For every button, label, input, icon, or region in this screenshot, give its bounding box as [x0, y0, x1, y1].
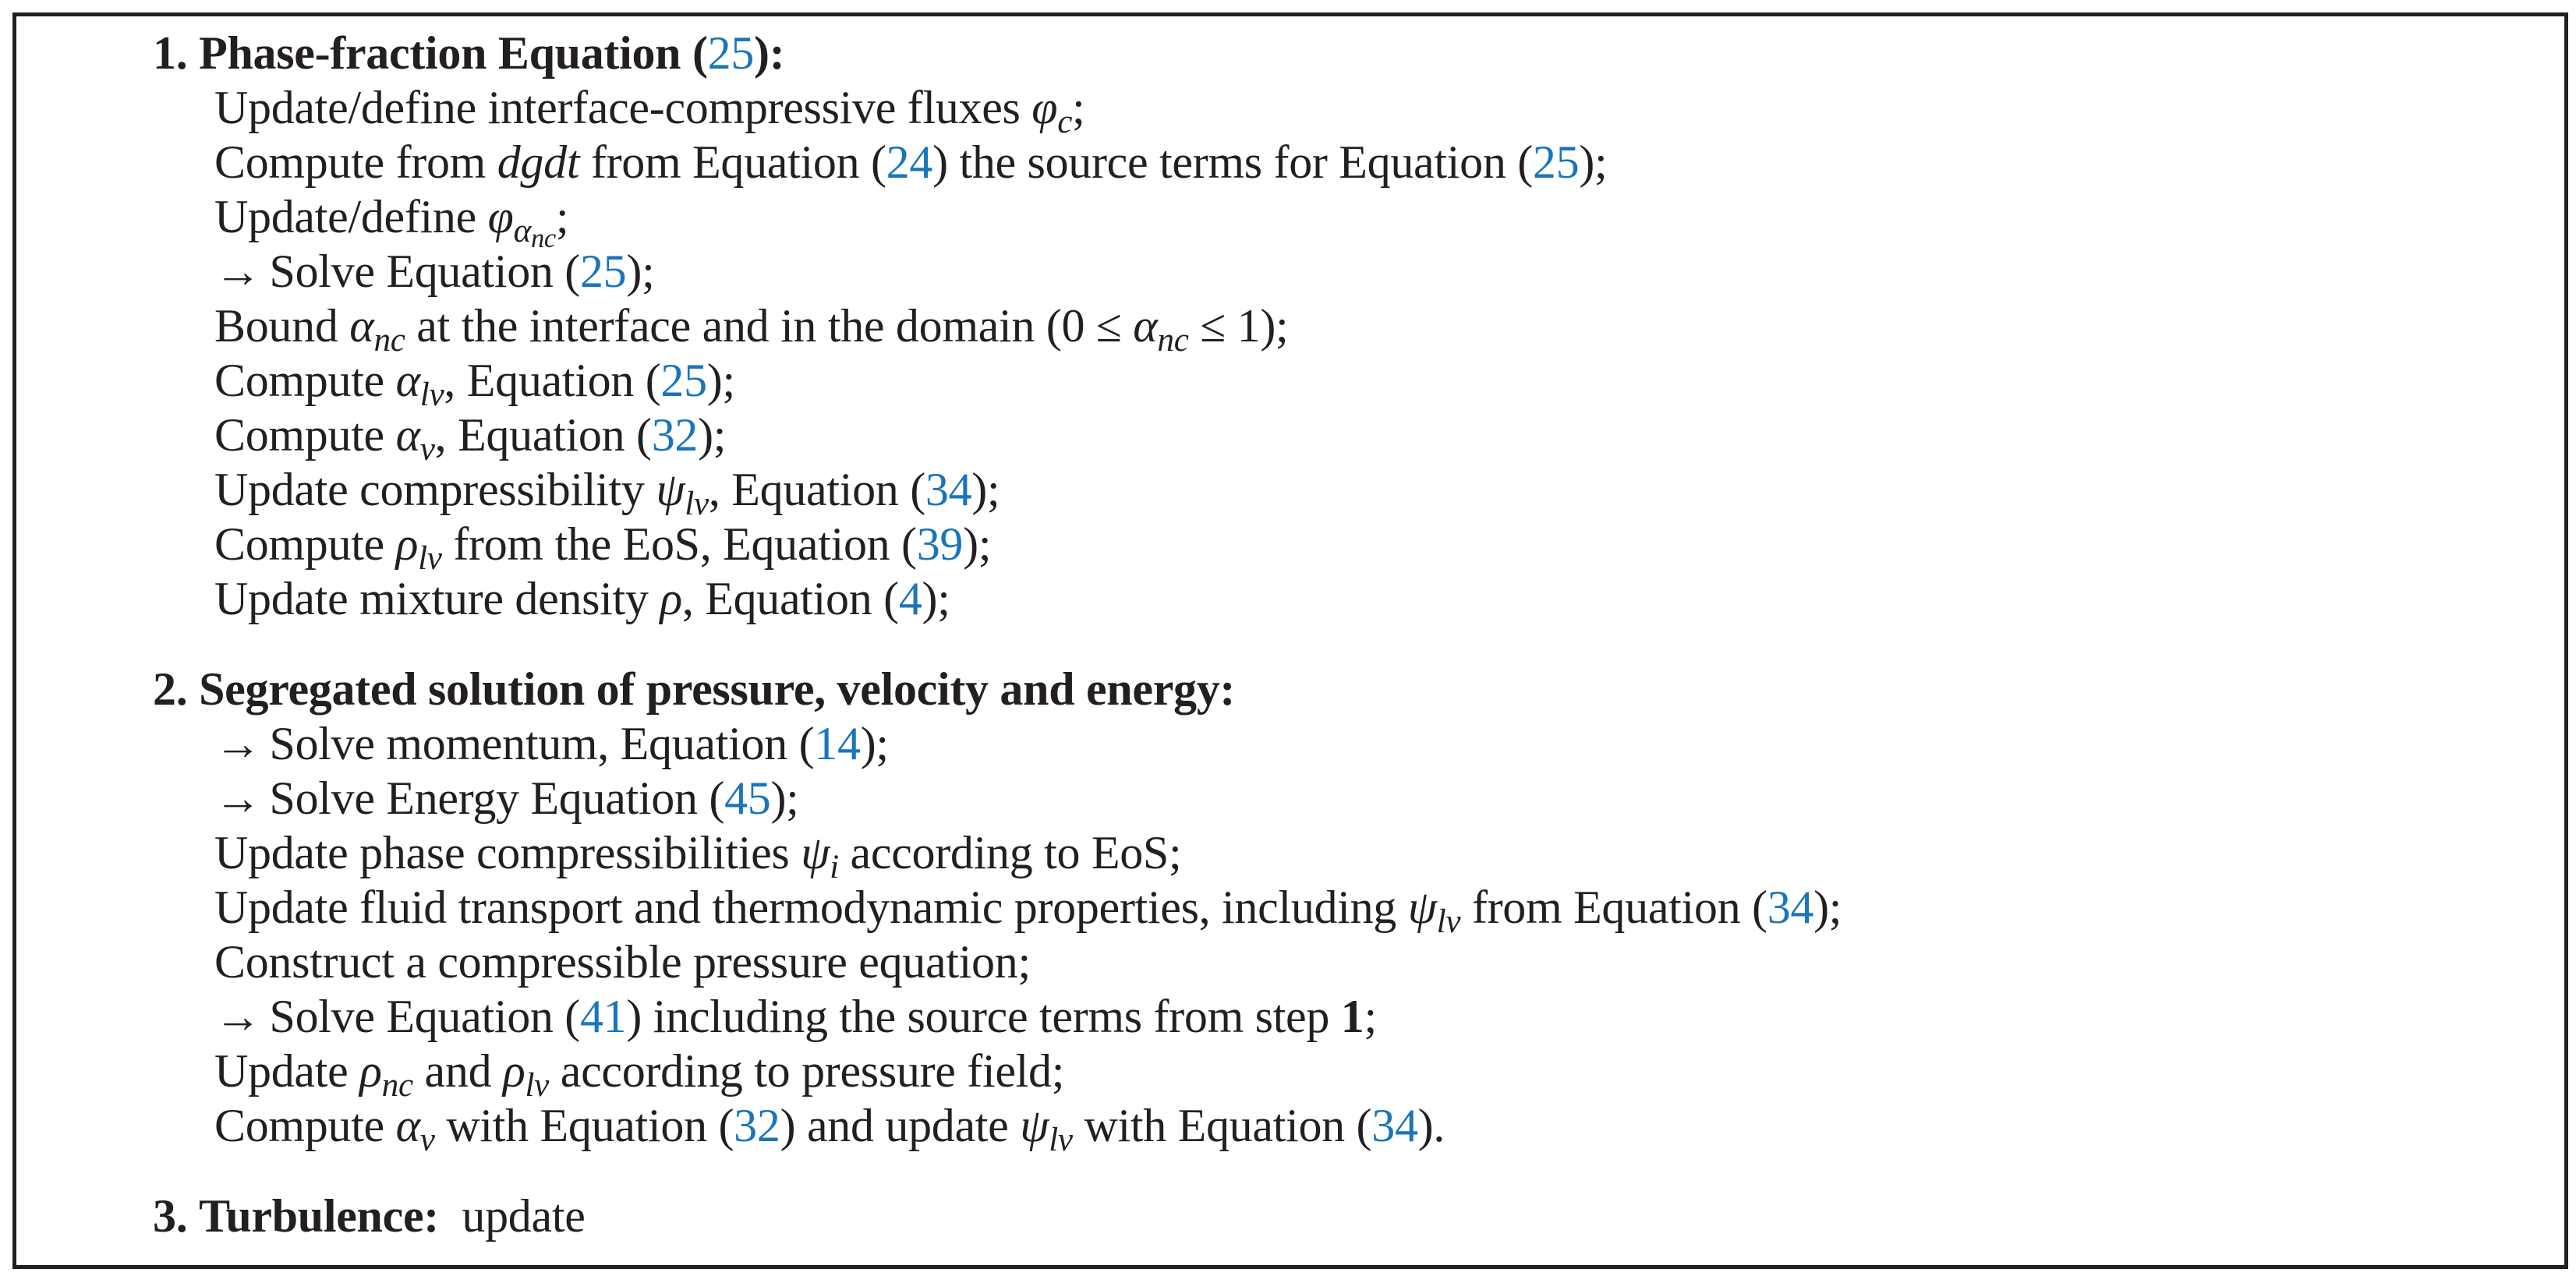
step-text: );: [971, 464, 1000, 515]
section-heading: 1. Phase-fraction Equation (25):: [153, 27, 785, 79]
step-text: Compute: [214, 1100, 396, 1151]
step-item: [214, 462, 2531, 523]
step-item: [214, 771, 2531, 825]
math-symbol: $\rho_{lv}$: [395, 518, 442, 578]
equation-link[interactable]: 25: [1532, 136, 1580, 188]
step-item: [214, 1044, 2531, 1105]
equation-link[interactable]: 34: [1767, 882, 1814, 933]
equation-link[interactable]: 14: [814, 718, 861, 769]
step-text: ;: [555, 191, 569, 242]
step-text: , Equation (: [681, 573, 899, 624]
step-text: Bound: [214, 300, 350, 352]
equation-link[interactable]: 32: [734, 1100, 780, 1151]
math-symbol: $\rho_{lv}$: [502, 1045, 550, 1105]
step-text: );: [963, 518, 992, 570]
equation-link[interactable]: 32: [651, 409, 699, 461]
step-text: Compute from: [214, 136, 497, 188]
step-text: from Equation (: [579, 136, 886, 188]
step-text: , Equation (: [708, 464, 925, 515]
step-text: and: [412, 1045, 503, 1097]
step-text: );: [1813, 882, 1842, 933]
section-heading: [153, 1189, 2531, 1243]
equation-link[interactable]: 25: [707, 27, 755, 79]
step-text: Compute: [214, 409, 396, 461]
step-text: ) the source terms for Equation (: [932, 136, 1533, 188]
step-item: [214, 517, 2531, 578]
step-text: );: [860, 718, 889, 769]
step-item: [214, 989, 2531, 1044]
equation-link[interactable]: 41: [579, 991, 627, 1042]
step-item: [214, 935, 2531, 989]
step-text: ) and update: [780, 1100, 1021, 1151]
step-text: );: [626, 246, 655, 297]
math-symbol: $\alpha_{nc}$: [349, 300, 405, 359]
step-text: );: [922, 573, 950, 624]
step-item: [214, 80, 2531, 141]
math-symbol: $\alpha_{nc}$: [1133, 300, 1189, 359]
section-turbulence: [153, 1189, 2531, 1243]
math-symbol: $\rho_{nc}$: [359, 1045, 413, 1105]
step-text: according to pressure field;: [549, 1045, 1065, 1097]
step-text: Solve momentum, Equation (: [269, 718, 815, 769]
step-text: Update: [214, 1045, 360, 1097]
equation-link[interactable]: 25: [579, 246, 627, 297]
algorithm-content: [153, 26, 2531, 1243]
section-title: Phase-fraction Equation: [199, 27, 681, 79]
math-symbol: $\varphi_c$: [1031, 82, 1073, 141]
section-title: Turbulence:: [199, 1190, 439, 1242]
math-symbol: $\alpha_v$: [395, 409, 435, 468]
math-symbol: $\psi_i$: [801, 827, 839, 886]
step-text: );: [698, 409, 727, 461]
equation-link[interactable]: 24: [886, 136, 933, 188]
section-heading: [153, 662, 2531, 716]
section-title-suffix: :: [769, 27, 785, 79]
math-symbol: $\psi_{lv}$: [1407, 882, 1461, 941]
step-text: ).: [1417, 1100, 1445, 1151]
equation-link[interactable]: 25: [660, 355, 707, 406]
section-segregated-solution: [153, 662, 2531, 1159]
math-symbol: $\psi_{lv}$: [1020, 1100, 1073, 1159]
step-text: with Equation (: [434, 1100, 734, 1151]
step-text: Update mixture density: [214, 573, 660, 624]
step-text: Update/define interface-compressive fluxes: [214, 82, 1032, 133]
step-text: Update compressibility: [214, 464, 656, 515]
math-symbol: ρ: [660, 573, 682, 624]
step-item: [214, 825, 2531, 886]
step-text: ;: [1364, 991, 1377, 1042]
math-symbol: dgdt: [497, 136, 580, 188]
step-text: );: [770, 772, 799, 824]
arrow-right-icon: →: [214, 718, 261, 769]
step-text: Solve Equation (: [269, 991, 580, 1042]
arrow-right-icon: →: [214, 772, 261, 824]
math-symbol: $\alpha_v$: [395, 1100, 435, 1159]
equation-link[interactable]: 34: [925, 464, 972, 515]
math-symbol: $\varphi_{\alpha_{nc}}$: [487, 191, 556, 253]
step-text: ≤ 1);: [1188, 300, 1289, 352]
math-symbol: $\psi_{lv}$: [656, 464, 709, 523]
step-list: [153, 80, 2531, 626]
step-text: Solve Equation (: [269, 246, 580, 297]
step-text: );: [706, 355, 735, 406]
step-text: ) including the source terms from step: [626, 991, 1341, 1042]
step-item: [214, 189, 2531, 253]
section-number: 1.: [153, 27, 188, 79]
step-text: Update phase compressibilities: [214, 827, 801, 878]
math-symbol: $\alpha_{lv}$: [395, 355, 444, 414]
step-text: according to EoS;: [838, 827, 1182, 878]
step-item: [214, 353, 2531, 414]
section-phase-fraction: [153, 26, 2531, 626]
step-text: Solve Energy Equation (: [269, 772, 725, 824]
equation-link[interactable]: 39: [916, 518, 964, 570]
step-item: [214, 408, 2531, 468]
equation-link[interactable]: 4: [898, 573, 922, 624]
step-text: , Equation (: [434, 409, 652, 461]
step-text: Compute: [214, 518, 396, 570]
step-text: ;: [1072, 82, 1085, 133]
step-text: Construct a compressible pressure equation;: [214, 936, 1031, 988]
step-text: from Equation (: [1460, 882, 1767, 933]
step-item: [214, 299, 2531, 359]
section-title: Segregated solution of pressure, velocity and energy:: [199, 663, 1236, 715]
step-item: [214, 880, 2531, 941]
step-text: Compute: [214, 355, 396, 406]
step-item: [214, 716, 2531, 771]
step-text: );: [1579, 136, 1608, 188]
arrow-right-icon: →: [214, 991, 261, 1042]
step-list: [153, 716, 2531, 1159]
step-text: Update/define: [214, 191, 488, 242]
equation-link[interactable]: 34: [1371, 1100, 1418, 1151]
step-text: Update fluid transport and thermodynamic properties, including: [214, 882, 1408, 933]
arrow-right-icon: →: [214, 246, 261, 297]
step-text: , Equation (: [444, 355, 661, 406]
step-text: with Equation (: [1072, 1100, 1372, 1151]
step-item: [214, 571, 2531, 626]
step-item: [214, 244, 2531, 299]
section-number: 2.: [153, 663, 188, 715]
equation-link[interactable]: 45: [724, 772, 771, 824]
step-item: [214, 135, 2531, 189]
section-tail-text: update: [462, 1190, 586, 1242]
step-item: [214, 1098, 2531, 1159]
step-text: at the interface and in the domain (0 ≤: [405, 300, 1134, 352]
step-text: from the EoS, Equation (: [441, 518, 917, 570]
section-number: 3.: [153, 1190, 188, 1242]
step-reference-bold: 1: [1340, 991, 1364, 1042]
